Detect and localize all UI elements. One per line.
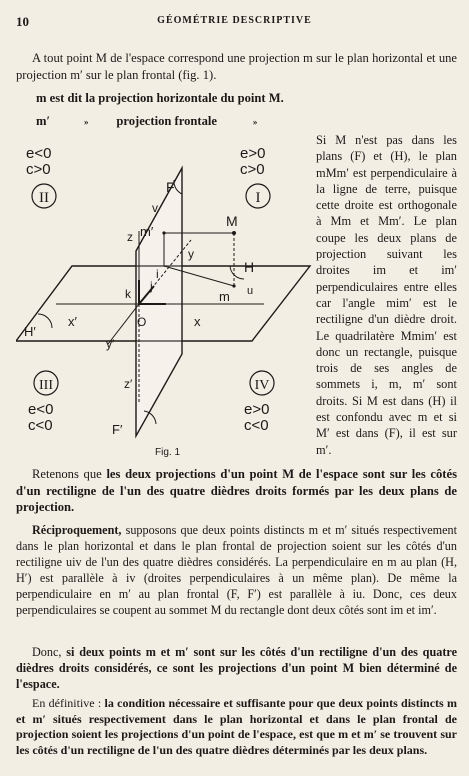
quadrant-3-cond-e: e<0	[28, 401, 54, 418]
quadrant-1	[240, 145, 270, 208]
reciproquement-text: supposons que deux points distincts m et m′ situés respectivement dans le plan horizontal et dans le plan frontal de projection soient sur les côtés d'un rectiligne uiv de l'un des quatre dièdres considérés. La perpendiculaire en m au plan (H, H′) est parallèle à iv (droites perpendiculaires à un même plan). De même la perpendiculaire en m′ au plan frontal (F, F′) est parallèle à iu. Donc, ces deux perpendiculaires se coupent au sommet M du rectangle dont deux côtés sont im et im′.	[16, 523, 457, 617]
running-header: GÉOMÉTRIE DESCRIPTIVE	[157, 15, 312, 26]
label-y: y	[188, 247, 194, 261]
quadrant-2-cond-e: e<0	[26, 145, 52, 162]
label-x: x	[194, 314, 201, 329]
def2-text: projection frontale	[116, 114, 217, 128]
retenons-lead: Retenons que	[32, 467, 107, 481]
label-v: v	[152, 201, 158, 215]
quadrant-1-cond-c: c>0	[240, 161, 265, 178]
label-i: i	[156, 267, 159, 281]
def2-symbol: m′	[36, 114, 51, 128]
page-number: 10	[16, 14, 29, 29]
ditto-mark: »	[83, 117, 89, 127]
label-m-prime: m′	[140, 224, 154, 239]
quadrant-1-label: I	[255, 190, 261, 206]
label-j: j	[150, 279, 153, 293]
label-H-prime: H′	[24, 324, 36, 339]
label-y-prime: y′	[106, 337, 115, 351]
definitive-paragraph	[16, 696, 457, 758]
point-m-prime	[162, 231, 165, 234]
label-z: z	[127, 230, 133, 244]
label-H: H	[244, 259, 255, 275]
label-x-prime: x′	[68, 314, 77, 329]
point-M	[232, 231, 236, 235]
label-O: O	[137, 315, 147, 329]
retenons-paragraph	[16, 466, 457, 516]
reciproquement-paragraph	[16, 522, 457, 618]
label-M: M	[226, 213, 238, 229]
quadrant-3-label: III	[39, 378, 53, 393]
definitive-lead: En définitive :	[32, 696, 105, 710]
quadrant-2	[26, 145, 56, 208]
definition-frontal	[36, 113, 456, 131]
intro-paragraph: A tout point M de l'espace correspond une projection m sur le plan horizontal et une projection m′ sur le plan frontal (fig. 1).	[16, 51, 457, 82]
quadrant-4	[244, 371, 274, 434]
definitive-bold: la condition nécessaire et suffisante pour que deux points distincts m et m′ situés respectivement dans le plan horizontal et dans le plan frontal de projection soient les projections d'un point de l'espace, est que m et m′ se trouvent sur les côtés d'un rectiligne de l'un des quatre dièdres déterminés par les deux plans.	[16, 696, 457, 757]
quadrant-3	[28, 371, 58, 434]
figure-caption: Fig. 1	[155, 447, 181, 458]
label-u: u	[247, 285, 254, 297]
label-z-prime: z′	[124, 377, 133, 391]
label-k: k	[125, 287, 131, 301]
retenons-bold: les deux projections d'un point M de l'espace sont sur les côtés d'un rectiligne de l'un des quatre dièdres droits formés par les deux plans de projection.	[16, 467, 457, 514]
reciproquement-lead: Réciproquement,	[32, 523, 122, 537]
quadrant-4-cond-c: c<0	[244, 417, 269, 434]
label-F-prime: F′	[112, 422, 123, 437]
ditto-mark: »	[252, 117, 258, 127]
quadrant-4-cond-e: e>0	[244, 401, 270, 418]
figure-1-diagram	[16, 136, 312, 456]
label-m: m	[219, 289, 230, 304]
frontal-plane	[136, 168, 182, 436]
quadrant-2-cond-c: c>0	[26, 161, 51, 178]
quadrant-3-cond-c: c<0	[28, 417, 53, 434]
side-paragraph: Si M n'est pas dans les plans (F) et (H), le plan mMm′ est perpendiculaire à la ligne de terre, puisque cette droite est orthogonale à Mm et Mm′. Le plan coupe les deux plans de projection suivant les droites im et im′ perpendiculaires entre elles car l'angle mim′ est le rectiligne d'un dièdre droit. Le quadrilatère Mmim′ est donc un rectangle, puisque trois de ses angles de sommets i, m, m′ sont droits. Si M est dans (H) il est confondu avec m et si M′ est dans (F), il est sur m′.	[316, 133, 457, 457]
quadrant-1-cond-e: e>0	[240, 145, 266, 162]
point-m	[232, 284, 235, 287]
donc-paragraph	[16, 644, 457, 692]
donc-bold: si deux points m et m′ sont sur les côtés d'un rectiligne d'un des quatre dièdres droits considérés, ce sont les projections d'un point M bien déterminé de l'espace.	[16, 645, 457, 691]
definition-horizontal: m est dit la projection horizontale du point M.	[36, 91, 284, 105]
quadrant-4-label: IV	[254, 378, 270, 393]
donc-lead: Donc,	[32, 645, 67, 659]
quadrant-2-label: II	[39, 190, 49, 206]
label-F: F	[166, 179, 175, 195]
